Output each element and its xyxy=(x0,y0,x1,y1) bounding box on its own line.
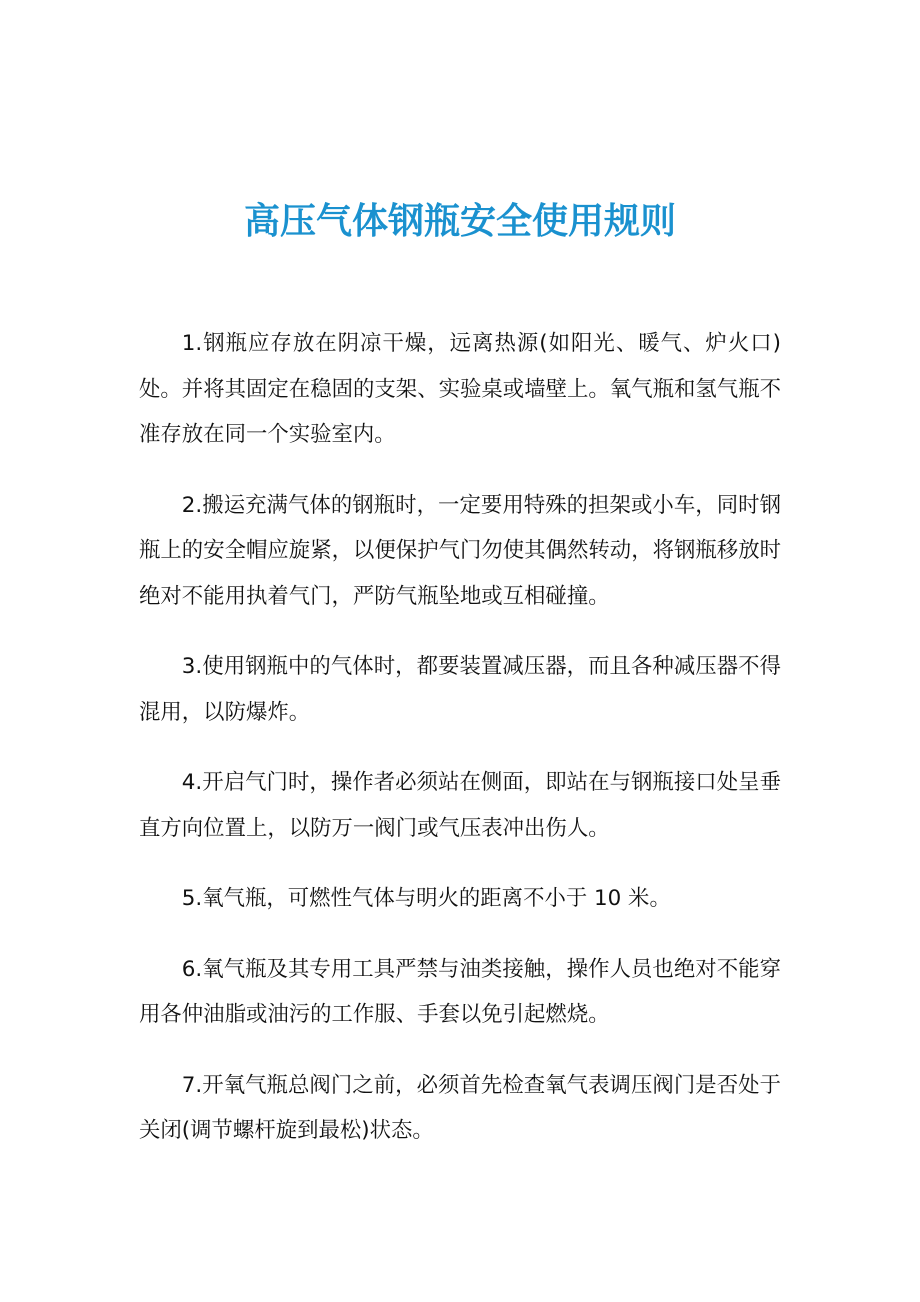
rule-paragraph-4: 4.开启气门时，操作者必须站在侧面，即站在与钢瓶接口处呈垂直方向位置上，以防万一阀门或气压表冲出伤人。 xyxy=(139,770,781,841)
rule-paragraph-3: 3.使用钢瓶中的气体时，都要装置减压器，而且各种减压器不得混用，以防爆炸。 xyxy=(139,654,781,725)
rule-paragraph-6: 6.氧气瓶及其专用工具严禁与油类接触，操作人员也绝对不能穿用各仲油脂或油污的工作服、手套以免引起燃烧。 xyxy=(139,956,781,1027)
document-title: 高压气体钢瓶安全使用规则 xyxy=(243,201,676,242)
rule-paragraph-1: 1.钢瓶应存放在阴凉干燥，远离热源(如阳光、暖气、炉火口)处。并将其固定在稳固的支架、实验桌或墙壁上。氧气瓶和氢气瓶不准存放在同一个实验室内。 xyxy=(139,331,781,447)
rule-paragraph-2: 2.搬运充满气体的钢瓶时，一定要用特殊的担架或小车，同时钢瓶上的安全帽应旋紧，以便保护气门勿使其偶然转动，将钢瓶移放时绝对不能用执着气门，严防气瓶坠地或互相碰撞。 xyxy=(139,492,781,609)
document-body xyxy=(139,321,781,1179)
rule-paragraph-5: 5.氧气瓶，可燃性气体与明火的距离不小于 10 米。 xyxy=(181,886,671,911)
rule-paragraph-7: 7.开氧气瓶总阀门之前，必须首先检查氧气表调压阀门是否处于关闭(调节螺杆旋到最松)状态。 xyxy=(139,1072,781,1143)
